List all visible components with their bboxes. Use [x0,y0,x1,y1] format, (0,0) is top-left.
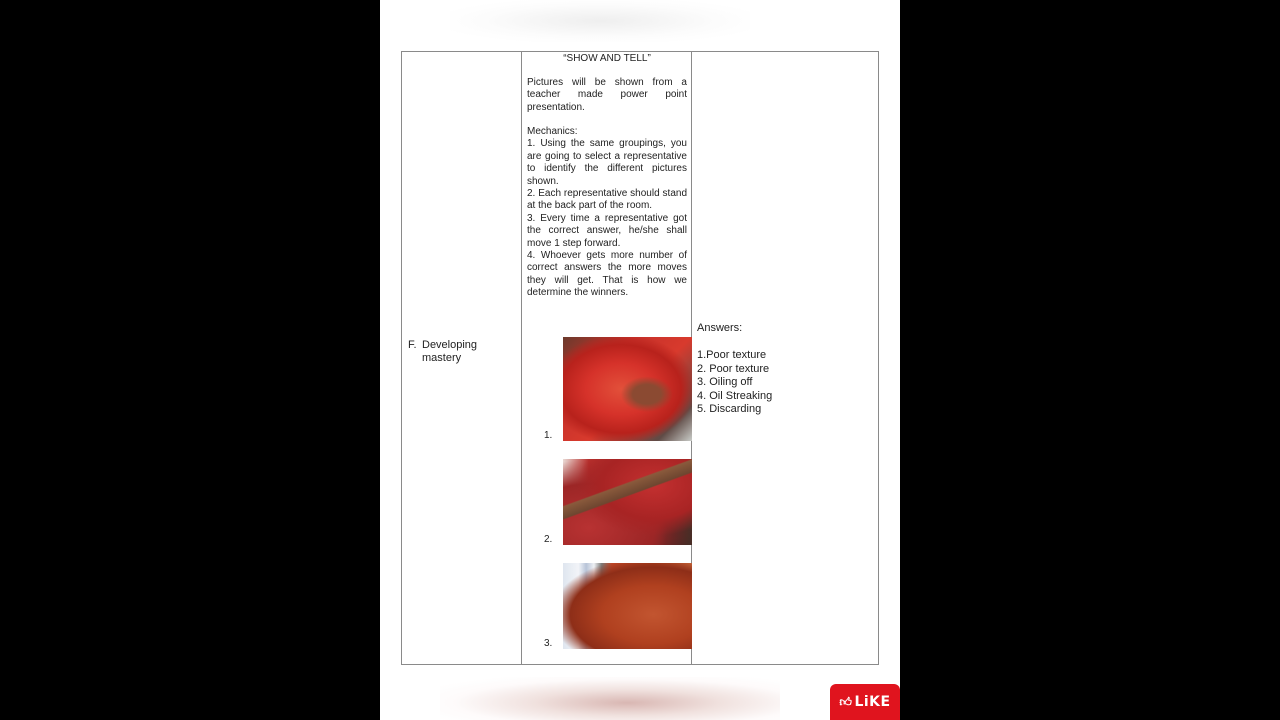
answers-heading: Answers: [697,322,743,334]
section-title-line1: Developing [422,339,478,351]
section-letter: F. [408,339,417,351]
answer-item: 3. Oiling off [697,376,753,388]
mechanics-step: 2. Each representative should stand at the back part of the room. [527,188,687,212]
top-shadow [450,0,750,42]
activity-intro: Pictures will be shown from a teacher made power point presentation. [527,77,687,113]
mechanics-block [527,126,687,300]
mechanics-step: 3. Every time a representative got the correct answer, he/she shall move 1 step forward. [527,212,687,249]
picture-number: 3. [544,638,553,649]
activity-column [522,52,692,664]
picture-sauce-pot [563,337,692,441]
answer-item: 4. Oil Streaking [697,389,773,402]
answer-item: 1.Poor texture [697,349,767,361]
answer-item: 5. Discarding [697,403,762,415]
picture-number: 2. [544,534,553,545]
mechanics-step: 1. Using the same groupings, you are going to select a representative to identify the different pictures shown. [527,138,687,187]
answers-block [697,322,772,417]
lesson-plan-table [401,51,879,665]
mechanics-heading: Mechanics: [527,126,578,137]
picture-sauce-pan [563,563,692,649]
picture-sauce-spoon [563,459,692,545]
like-label: LiKE [854,694,891,710]
section-label [408,339,477,365]
section-title-line2: mastery [422,352,462,364]
activity-title: “SHOW AND TELL” [563,53,651,64]
picture-number: 1. [544,430,553,441]
document-page [380,0,900,720]
answer-item: 2. Poor texture [697,362,770,375]
section-column [402,52,522,664]
like-button[interactable] [830,684,900,720]
answers-column [692,52,878,664]
thumbs-up-icon: 👍︎ [839,694,853,709]
mechanics-step: 4. Whoever gets more number of correct answers the more moves they will get. That is how we determine the winners. [527,250,687,299]
bottom-shadow [440,677,780,720]
